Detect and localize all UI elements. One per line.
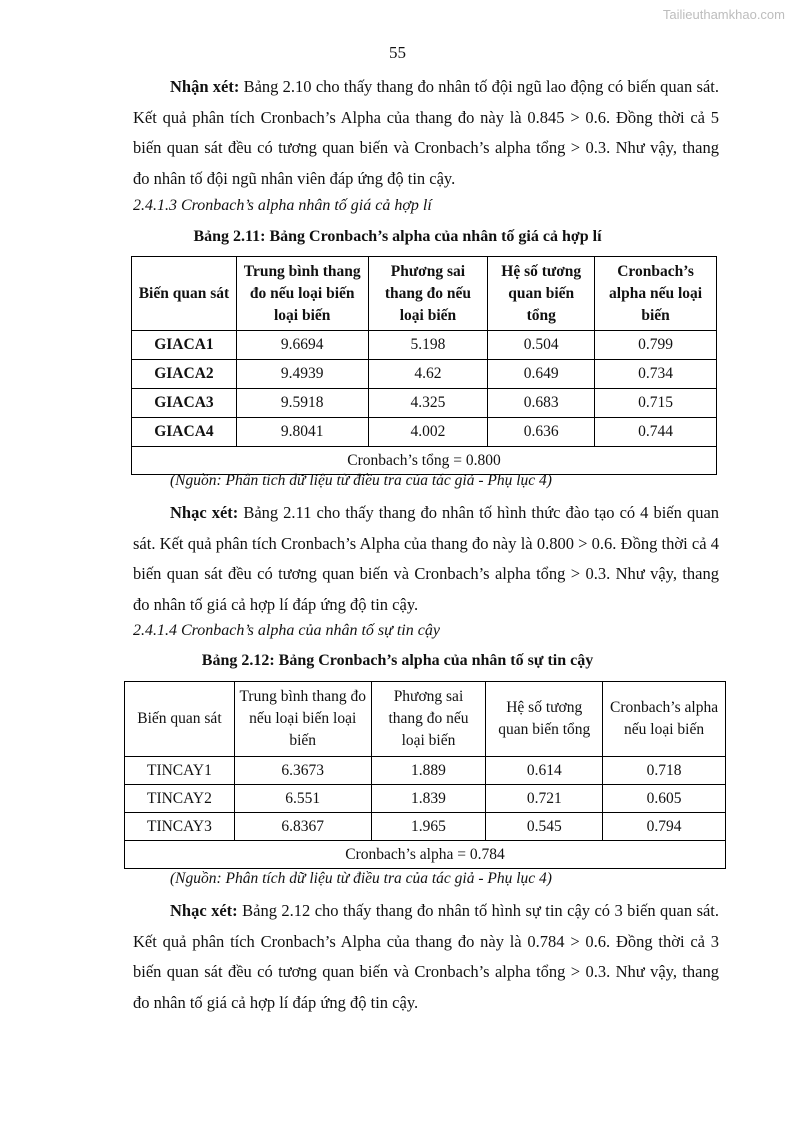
paragraph-3-rest: quan sát. Kết quả phân tích Cronbach’s Alpha của thang đo này là 0.784 > 0.6. Đồng thời cả 3 biến quan sát đều có tương quan biến và Cronbach’s alpha tổng > 0.3. Như vậy, thang đo nhân tố giá cả hợp lí đáp ứng độ tin cậy.	[133, 901, 720, 1012]
table-1-footer: Cronbach’s tổng = 0.800	[132, 447, 717, 475]
table-cell: 0.649	[488, 360, 595, 389]
paragraph-3-lead: Nhạc xét:	[170, 901, 238, 920]
table-row	[132, 331, 717, 360]
table-cell: 6.8367	[234, 813, 371, 841]
table-cell: TINCAY1	[125, 757, 235, 785]
table-cell: 0.799	[595, 331, 717, 360]
table-cell: 0.504	[488, 331, 595, 360]
table-cell: 6.3673	[234, 757, 371, 785]
table-cell: 4.62	[368, 360, 488, 389]
table-cell: 0.614	[486, 757, 603, 785]
table-1-header: Hệ số tương quan biến tổng	[488, 257, 595, 331]
section-heading-1: 2.4.1.3 Cronbach’s alpha nhân tố giá cả hợp lí	[133, 197, 432, 214]
table-cell: 9.4939	[236, 360, 368, 389]
table-row	[132, 360, 717, 389]
table-1-caption: Bảng 2.11: Bảng Cronbach’s alpha của nhân tố giá cả hợp lí	[193, 228, 602, 245]
table-1-header: Trung bình thang đo nếu loại biến loại biến	[236, 257, 368, 331]
table-cell: 4.002	[368, 418, 488, 447]
section-heading-2: 2.4.1.4 Cronbach’s alpha của nhân tố sự tin cậy	[133, 622, 440, 639]
table-cell: 0.636	[488, 418, 595, 447]
table-cell: 0.545	[486, 813, 603, 841]
table-row	[125, 813, 726, 841]
table-cell: 9.6694	[236, 331, 368, 360]
table-cell: 0.718	[603, 757, 726, 785]
table-row	[132, 418, 717, 447]
table-row	[125, 785, 726, 813]
table-cell: TINCAY3	[125, 813, 235, 841]
table-2-header: Hệ số tương quan biến tổng	[486, 682, 603, 757]
paragraph-2-lead: Nhạc xét:	[170, 503, 239, 522]
table-cell: 4.325	[368, 389, 488, 418]
table-cell: 1.889	[371, 757, 486, 785]
table-cell: 9.8041	[236, 418, 368, 447]
table-cell: GIACA1	[132, 331, 237, 360]
paragraph-1-lead: Nhận xét:	[170, 77, 240, 96]
table-cell: 1.965	[371, 813, 486, 841]
table-2-header: Phương sai thang đo nếu loại biến	[371, 682, 486, 757]
table-row	[125, 757, 726, 785]
table-cell: GIACA2	[132, 360, 237, 389]
table-cell: 1.839	[371, 785, 486, 813]
table-cell: TINCAY2	[125, 785, 235, 813]
table-cell: 9.5918	[236, 389, 368, 418]
table-2-footer-row	[125, 841, 726, 869]
table-2	[124, 681, 726, 869]
paragraph-2	[133, 498, 719, 620]
paragraph-2-rest: quan sát. Kết quả phân tích Cronbach’s Alpha của thang đo này là 0.800 > 0.6. Đồng thời cả 4 biến quan sát đều có tương quan biến và Cronbach’s alpha tổng > 0.3. Như vậy, thang đo nhân tố giá cả hợp lí đáp ứng độ tin cậy.	[133, 503, 720, 614]
table-2-source: (Nguồn: Phân tích dữ liệu từ điều tra của tác giả - Phụ lục 4)	[170, 870, 552, 887]
table-cell: 0.734	[595, 360, 717, 389]
table-1-footer-row	[132, 447, 717, 475]
page-number: 55	[389, 43, 406, 62]
paragraph-1	[133, 72, 719, 194]
paragraph-3-line1: Bảng 2.12 cho thấy thang đo nhân tố hình sự tin cậy có 3 biến	[237, 901, 656, 920]
table-2-caption: Bảng 2.12: Bảng Cronbach’s alpha của nhân tố sự tin cậy	[201, 652, 594, 669]
paragraph-1-line1: Bảng 2.10 cho thấy thang đo nhân tố đội ngũ lao động có biến quan	[239, 77, 693, 96]
table-1-header-row	[132, 257, 717, 331]
table-1-header: Cronbach’s alpha nếu loại biến	[595, 257, 717, 331]
table-2-header-row	[125, 682, 726, 757]
table-2-footer: Cronbach’s alpha = 0.784	[125, 841, 726, 869]
table-1-source: (Nguồn: Phân tích dữ liệu từ điều tra của tác giả - Phụ lục 4)	[170, 472, 552, 489]
table-cell: 5.198	[368, 331, 488, 360]
table-1-header: Biến quan sát	[132, 257, 237, 331]
table-cell: 0.721	[486, 785, 603, 813]
table-cell: 6.551	[234, 785, 371, 813]
watermark: Tailieuthamkhao.com	[662, 7, 785, 22]
table-1	[131, 256, 717, 475]
table-cell: 0.744	[595, 418, 717, 447]
paragraph-1-rest: sát. Kết quả phân tích Cronbach’s Alpha của thang đo này là 0.845 > 0.6. Đồng thời cả 5 biến quan sát đều có tương quan biến và Cronbach’s alpha tổng > 0.3. Như vậy, thang đo nhân tố đội ngũ nhân viên đáp ứng độ tin cậy.	[133, 77, 719, 188]
table-2-header: Cronbach’s alpha nếu loại biến	[603, 682, 726, 757]
table-cell: 0.605	[603, 785, 726, 813]
table-2-header: Trung bình thang đo nếu loại biến loại biến	[234, 682, 371, 757]
table-cell: GIACA4	[132, 418, 237, 447]
table-cell: 0.715	[595, 389, 717, 418]
table-2-header: Biến quan sát	[125, 682, 235, 757]
table-cell: 0.794	[603, 813, 726, 841]
paragraph-3	[133, 896, 719, 1018]
table-cell: GIACA3	[132, 389, 237, 418]
table-cell: 0.683	[488, 389, 595, 418]
paragraph-2-line1: Bảng 2.11 cho thấy thang đo nhân tố hình thức đào tạo có 4 biến	[238, 503, 682, 522]
table-1-header: Phương sai thang đo nếu loại biến	[368, 257, 488, 331]
table-row	[132, 389, 717, 418]
